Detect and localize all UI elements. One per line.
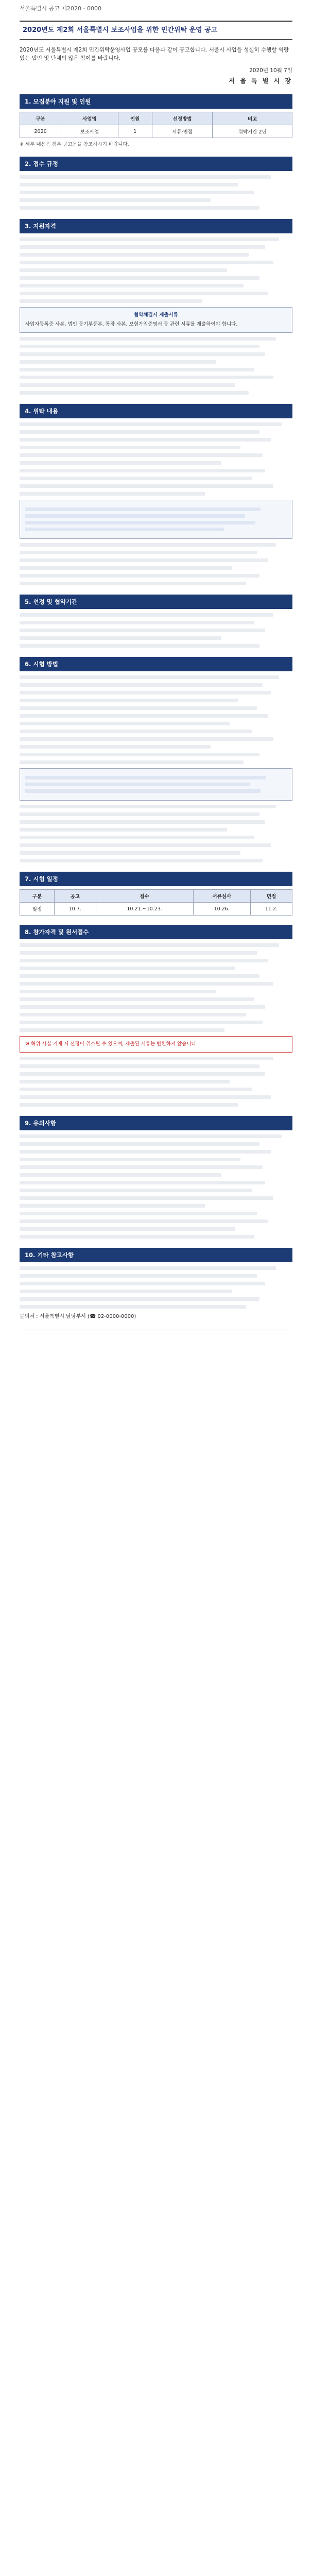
table-cell: 일정	[20, 903, 55, 916]
body-text-block	[20, 238, 292, 303]
section-heading: 10. 기타 참고사항	[20, 1248, 292, 1262]
info-box	[20, 500, 292, 539]
table-cell: 2020	[20, 125, 61, 138]
page-title: 2020년도 제2회 서울특별시 보조사업을 위한 민간위탁 운영 공고	[23, 26, 218, 34]
recruit-table	[20, 112, 292, 138]
body-text-block	[20, 1134, 292, 1239]
body-text-block	[20, 943, 292, 1032]
body-text-block	[20, 805, 292, 862]
body-text-block	[20, 337, 292, 395]
body-text-block	[20, 543, 292, 585]
body-text-block	[20, 675, 292, 764]
table-header: 구분	[20, 890, 55, 903]
table-cell: 11.2.	[251, 903, 292, 916]
body-text-block	[20, 613, 292, 648]
table-cell: 위탁기간 2년	[213, 125, 292, 138]
table-header: 인원	[118, 112, 152, 125]
section-heading: 1. 모집분야 지원 및 인원	[20, 94, 292, 109]
info-box-text: 사업자등록증 사본, 법인 등기부등본, 통장 사본, 보험가입증명서 등 관련 서류를 제출하여야 합니다.	[25, 321, 238, 327]
section-heading: 9. 유의사항	[20, 1116, 292, 1130]
body-text-block	[20, 175, 292, 210]
table-cell: 서류·면접	[152, 125, 213, 138]
section-heading: 2. 접수 규정	[20, 157, 292, 171]
body-text-block	[20, 422, 292, 496]
table-header: 면접	[251, 890, 292, 903]
section-heading: 8. 참가자격 및 원서접수	[20, 925, 292, 939]
issuer: 서 울 특 별 시 장	[229, 77, 292, 84]
table-cell: 10.26.	[193, 903, 251, 916]
section-heading: 6. 시험 방법	[20, 657, 292, 671]
table-header: 사업명	[61, 112, 118, 125]
warning-box: ※ 허위 사실 기재 시 선정이 취소될 수 있으며, 제출된 서류는 반환하지 않습니다.	[20, 1036, 292, 1053]
section-heading: 3. 지원자격	[20, 219, 292, 233]
intro-text: 2020년도 서울특별시 제2회 민간위탁운영사업 공모를 다음과 같이 공고합니다. 서울시 사업을 성실히 수행할 역량 있는 법인 및 단체의 많은 참여를 바랍니다.	[20, 47, 289, 61]
notice-number: 서울특별시 공고 제2020 - 0000	[20, 5, 101, 12]
info-box	[20, 307, 292, 333]
table-row	[20, 125, 292, 138]
contact-info: 문의처 : 서울특별시 담당부서 (☎ 02-0000-0000)	[20, 1314, 136, 1319]
table-header: 비고	[213, 112, 292, 125]
table-header: 구분	[20, 112, 61, 125]
section-heading: 4. 위탁 내용	[20, 404, 292, 418]
table-cell: 1	[118, 125, 152, 138]
schedule-table	[20, 889, 292, 916]
section-heading: 7. 시험 일정	[20, 872, 292, 886]
table-cell: 보조사업	[61, 125, 118, 138]
table-header: 접수	[96, 890, 193, 903]
table-note: ※ 세부 내용은 첨부 공고문을 참조하시기 바랍니다.	[20, 142, 129, 147]
body-text-block	[20, 1057, 292, 1107]
announcement-date: 2020년 10월 7일	[249, 67, 292, 74]
table-header: 선정방법	[152, 112, 213, 125]
info-box-title: 협약체결시 제출서류	[134, 312, 178, 318]
title-box	[20, 21, 292, 40]
info-box	[20, 768, 292, 801]
table-cell: 10.21.~10.23.	[96, 903, 193, 916]
body-text-block	[20, 1266, 292, 1309]
table-row	[20, 903, 292, 916]
section-heading: 5. 선정 및 협약기간	[20, 595, 292, 609]
table-cell: 10.7.	[54, 903, 96, 916]
table-header: 서류심사	[193, 890, 251, 903]
table-header: 공고	[54, 890, 96, 903]
